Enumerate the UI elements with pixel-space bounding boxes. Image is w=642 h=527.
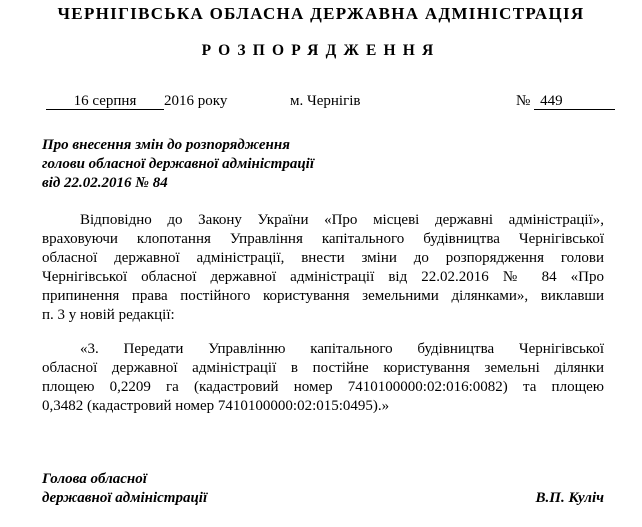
paragraph-line: Чернігівської обласної державної адміністрації від 22.02.2016 № 84 «Про	[42, 269, 604, 285]
paragraph-line: «3. Передати Управлінню капітального будівництва Чернігівської	[80, 341, 604, 357]
date-day-month: 16 серпня	[46, 94, 164, 110]
signatory-title	[42, 470, 207, 508]
paragraph-line: припинення права постійного користування земельними ділянками», виклавши	[42, 288, 604, 304]
subject-line: голови обласної державної адміністрації	[42, 156, 315, 172]
paragraph-line: Відповідно до Закону України «Про місцеві державні адміністрації»,	[80, 212, 604, 228]
date-year: 2016 року	[164, 93, 228, 109]
number-label: №	[516, 93, 531, 109]
document-date	[46, 93, 227, 110]
subject-line: від 22.02.2016 № 84	[42, 175, 168, 191]
paragraph-line: обласної державної адміністрації в постійне користування земельні ділянки	[42, 360, 604, 376]
organization-title: ЧЕРНІГІВСЬКА ОБЛАСНА ДЕРЖАВНА АДМІНІСТРАЦІЯ	[57, 4, 585, 23]
document-subject	[42, 136, 314, 193]
paragraph-line: враховуючи клопотання Управління капітального будівництва Чернігівської	[42, 231, 604, 247]
document-type: РОЗПОРЯДЖЕННЯ	[201, 42, 441, 59]
document-place: м. Чернігів	[290, 93, 361, 109]
body-paragraph-1	[42, 211, 604, 325]
paragraph-line: площею 0,2209 га (кадастровий номер 7410100000:02:016:0082) та площею	[42, 379, 604, 395]
signatory-title-line: Голова обласної	[42, 471, 147, 487]
document-number	[516, 93, 615, 110]
subject-line: Про внесення змін до розпорядження	[42, 137, 290, 153]
paragraph-line: 0,3482 (кадастровий номер 7410100000:02:015:0495).»	[42, 398, 390, 414]
signatory-title-line: державної адміністрації	[42, 490, 208, 506]
body-paragraph-2	[42, 340, 604, 416]
paragraph-line: п. 3 у новій редакції:	[42, 307, 175, 323]
paragraph-line: обласної державної адміністрації, внести зміни до розпорядження голови	[42, 250, 604, 266]
number-value: 449	[534, 94, 615, 110]
signatory-name: В.П. Куліч	[535, 490, 604, 506]
